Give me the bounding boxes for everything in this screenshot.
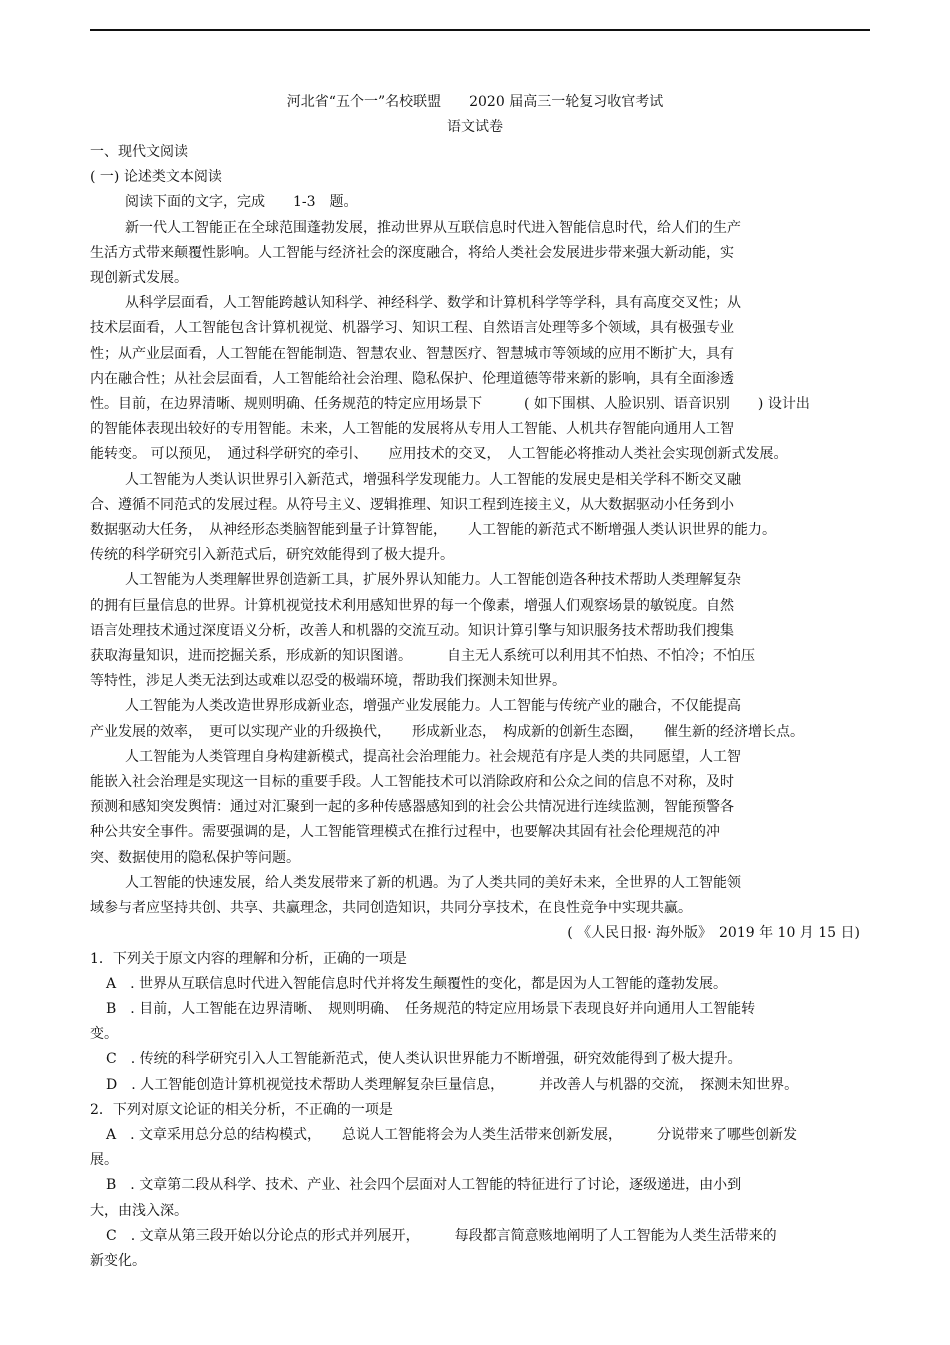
paragraph-line: 能转变。 可以预见， 通过科学研究的牵引、 应用技术的交叉， 人工智能必将推动人类社会实现创新式发展。	[90, 446, 788, 463]
paragraph-line: 新一代人工智能正在全球范围蓬勃发展，推动世界从互联信息时代进入智能信息时代，给人们的生产	[125, 219, 741, 236]
answer-option	[90, 1123, 860, 1173]
paragraph-line: 技术层面看，人工智能包含计算机视觉、机器学习、知识工程、自然语言处理等多个领域，具有极强专业	[90, 320, 734, 337]
answer-option	[90, 1173, 860, 1223]
option-line: 展。	[90, 1152, 118, 1169]
option-line: C . 传统的科学研究引入人工智能新范式，使人类认识世界能力不断增强，研究效能得到了极大提升。	[106, 1051, 742, 1068]
paragraph-line: 产业发展的效率， 更可以实现产业的升级换代， 形成新业态， 构成新的创新生态圈， 催生新的经济增长点。	[90, 723, 804, 740]
paragraph-line: 等特性，涉足人类无法到达或难以忍受的极端环境，帮助我们探测未知世界。	[90, 673, 566, 690]
option-line: A . 世界从互联信息时代进入智能信息时代并将发生颠覆性的变化，都是因为人工智能的蓬勃发展。	[106, 975, 728, 992]
paragraph-line: 语言处理技术通过深度语义分析，改善人和机器的交流互动。知识计算引擎与知识服务技术帮助我们搜集	[90, 622, 734, 639]
paragraph-line: 人工智能为人类管理自身构建新模式，提高社会治理能力。社会规范有序是人类的共同愿望，人工智	[125, 748, 741, 765]
paragraph-line: 合、遵循不同范式的发展过程。从符号主义、逻辑推理、知识工程到连接主义，从大数据驱动小任务到小	[90, 496, 734, 513]
option-line: A . 文章采用总分总的结构模式， 总说人工智能将会为人类生活带来创新发展， 分说带来了哪些创新发	[106, 1126, 798, 1143]
reading-instruction: 阅读下面的文字，完成 1-3 题。	[125, 194, 358, 211]
paragraph-line: 人工智能为人类理解世界创造新工具，扩展外界认知能力。人工智能创造各种技术帮助人类理解复杂	[125, 572, 741, 589]
article-paragraph	[90, 216, 860, 292]
article-paragraph	[90, 568, 860, 694]
option-line: D . 人工智能创造计算机视觉技术帮助人类理解复杂巨量信息， 并改善人与机器的交流， 探测未知世界。	[106, 1076, 799, 1093]
article-paragraph	[90, 291, 860, 467]
paragraph-line: 的智能体表现出较好的专用智能。未来，人工智能的发展将从专用人工智能、人机共存智能向通用人工智	[90, 421, 734, 438]
paragraph-line: 性。目前，在边界清晰、规则明确、任务规范的特定应用场景下 ( 如下围棋、人脸识别、语音识别 ) 设计出	[90, 396, 810, 413]
question	[90, 1098, 860, 1274]
section-heading: 一、现代文阅读	[90, 144, 188, 160]
paragraph-line: 域参与者应坚持共创、共享、共赢理念，共同创造知识，共同分享技术，在良性竞争中实现共赢。	[90, 900, 692, 917]
question	[90, 947, 860, 1098]
paragraph-line: 种公共安全事件。需要强调的是，人工智能管理模式在推行过程中，也要解决其固有社会伦理规范的冲	[90, 824, 720, 841]
question-list	[90, 947, 860, 1275]
question-stem: 1．下列关于原文内容的理解和分析，正确的一项是	[90, 950, 407, 967]
answer-option	[90, 1073, 860, 1098]
option-line: 新变化。	[90, 1252, 146, 1269]
option-line: C . 文章从第三段开始以分论点的形式并列展开， 每段都言简意赅地阐明了人工智能为人类生活带来的	[106, 1227, 777, 1244]
article-body	[90, 216, 860, 922]
top-rule	[90, 29, 870, 31]
article-paragraph	[90, 694, 860, 744]
answer-option	[90, 1224, 860, 1274]
answer-option	[90, 1047, 860, 1072]
paragraph-line: 传统的科学研究引入新范式后，研究效能得到了极大提升。	[90, 547, 454, 564]
article-paragraph	[90, 745, 860, 871]
paragraph-line: 人工智能的快速发展，给人类发展带来了新的机遇。为了人类共同的美好未来，全世界的人工智能领	[125, 874, 741, 891]
subsection-heading: ( 一) 论述类文本阅读	[90, 169, 222, 186]
article-paragraph	[90, 468, 860, 569]
paragraph-line: 预测和感知突发舆情：通过对汇聚到一起的多种传感器感知到的社会公共情况进行连续监测，智能预警各	[90, 799, 734, 816]
paragraph-line: 能嵌入社会治理是实现这一目标的重要手段。人工智能技术可以消除政府和公众之间的信息不对称，及时	[90, 774, 734, 791]
paragraph-line: 性；从产业层面看，人工智能在智能制造、智慧农业、智慧医疗、智慧城市等领域的应用不断扩大，具有	[90, 345, 734, 362]
article-source: ( 《人民日报· 海外版》 2019 年 10 月 15 日)	[567, 925, 860, 942]
paragraph-line: 数据驱动大任务， 从神经形态类脑智能到量子计算智能， 人工智能的新范式不断增强人类认识世界的能力。	[90, 522, 776, 539]
paragraph-line: 人工智能为人类认识世界引入新范式，增强科学发现能力。人工智能的发展史是相关学科不断交叉融	[125, 471, 741, 488]
paragraph-line: 从科学层面看，人工智能跨越认知科学、神经科学、数学和计算机科学等学科，具有高度交叉性；从	[125, 295, 741, 312]
option-line: 变。	[90, 1026, 118, 1043]
paragraph-line: 的拥有巨量信息的世界。计算机视觉技术利用感知世界的每一个像素，增强人们观察场景的敏锐度。自然	[90, 597, 734, 614]
paragraph-line: 内在融合性；从社会层面看，人工智能给社会治理、隐私保护、伦理道德等带来新的影响，具有全面渗透	[90, 370, 734, 387]
option-line: B . 文章第二段从科学、技术、产业、社会四个层面对人工智能的特征进行了讨论，逐级递进，由小到	[106, 1177, 742, 1194]
paragraph-line: 现创新式发展。	[90, 270, 188, 287]
exam-title: 河北省“五个一”名校联盟 2020 届高三一轮复习收官考试	[286, 94, 664, 110]
paragraph-line: 突、数据使用的隐私保护等问题。	[90, 849, 300, 866]
paragraph-line: 获取海量知识，进而挖掘关系，形成新的知识图谱。 自主无人系统可以利用其不怕热、不怕冷；不怕压	[90, 648, 755, 665]
question-stem: 2．下列对原文论证的相关分析，不正确的一项是	[90, 1101, 393, 1118]
exam-subtitle: 语文试卷	[447, 119, 503, 135]
option-line: B . 目前，人工智能在边界清晰、 规则明确、 任务规范的特定应用场景下表现良好并向通用人工智能转	[106, 1000, 756, 1017]
paragraph-line: 人工智能为人类改造世界形成新业态，增强产业发展能力。人工智能与传统产业的融合，不仅能提高	[125, 698, 741, 715]
article-paragraph	[90, 871, 860, 921]
paragraph-line: 生活方式带来颠覆性影响。人工智能与经济社会的深度融合，将给人类社会发展进步带来强大新动能，实	[90, 244, 734, 261]
answer-option	[90, 997, 860, 1047]
option-line: 大，由浅入深。	[90, 1202, 188, 1219]
exam-paper	[90, 90, 860, 1274]
answer-option	[90, 972, 860, 997]
